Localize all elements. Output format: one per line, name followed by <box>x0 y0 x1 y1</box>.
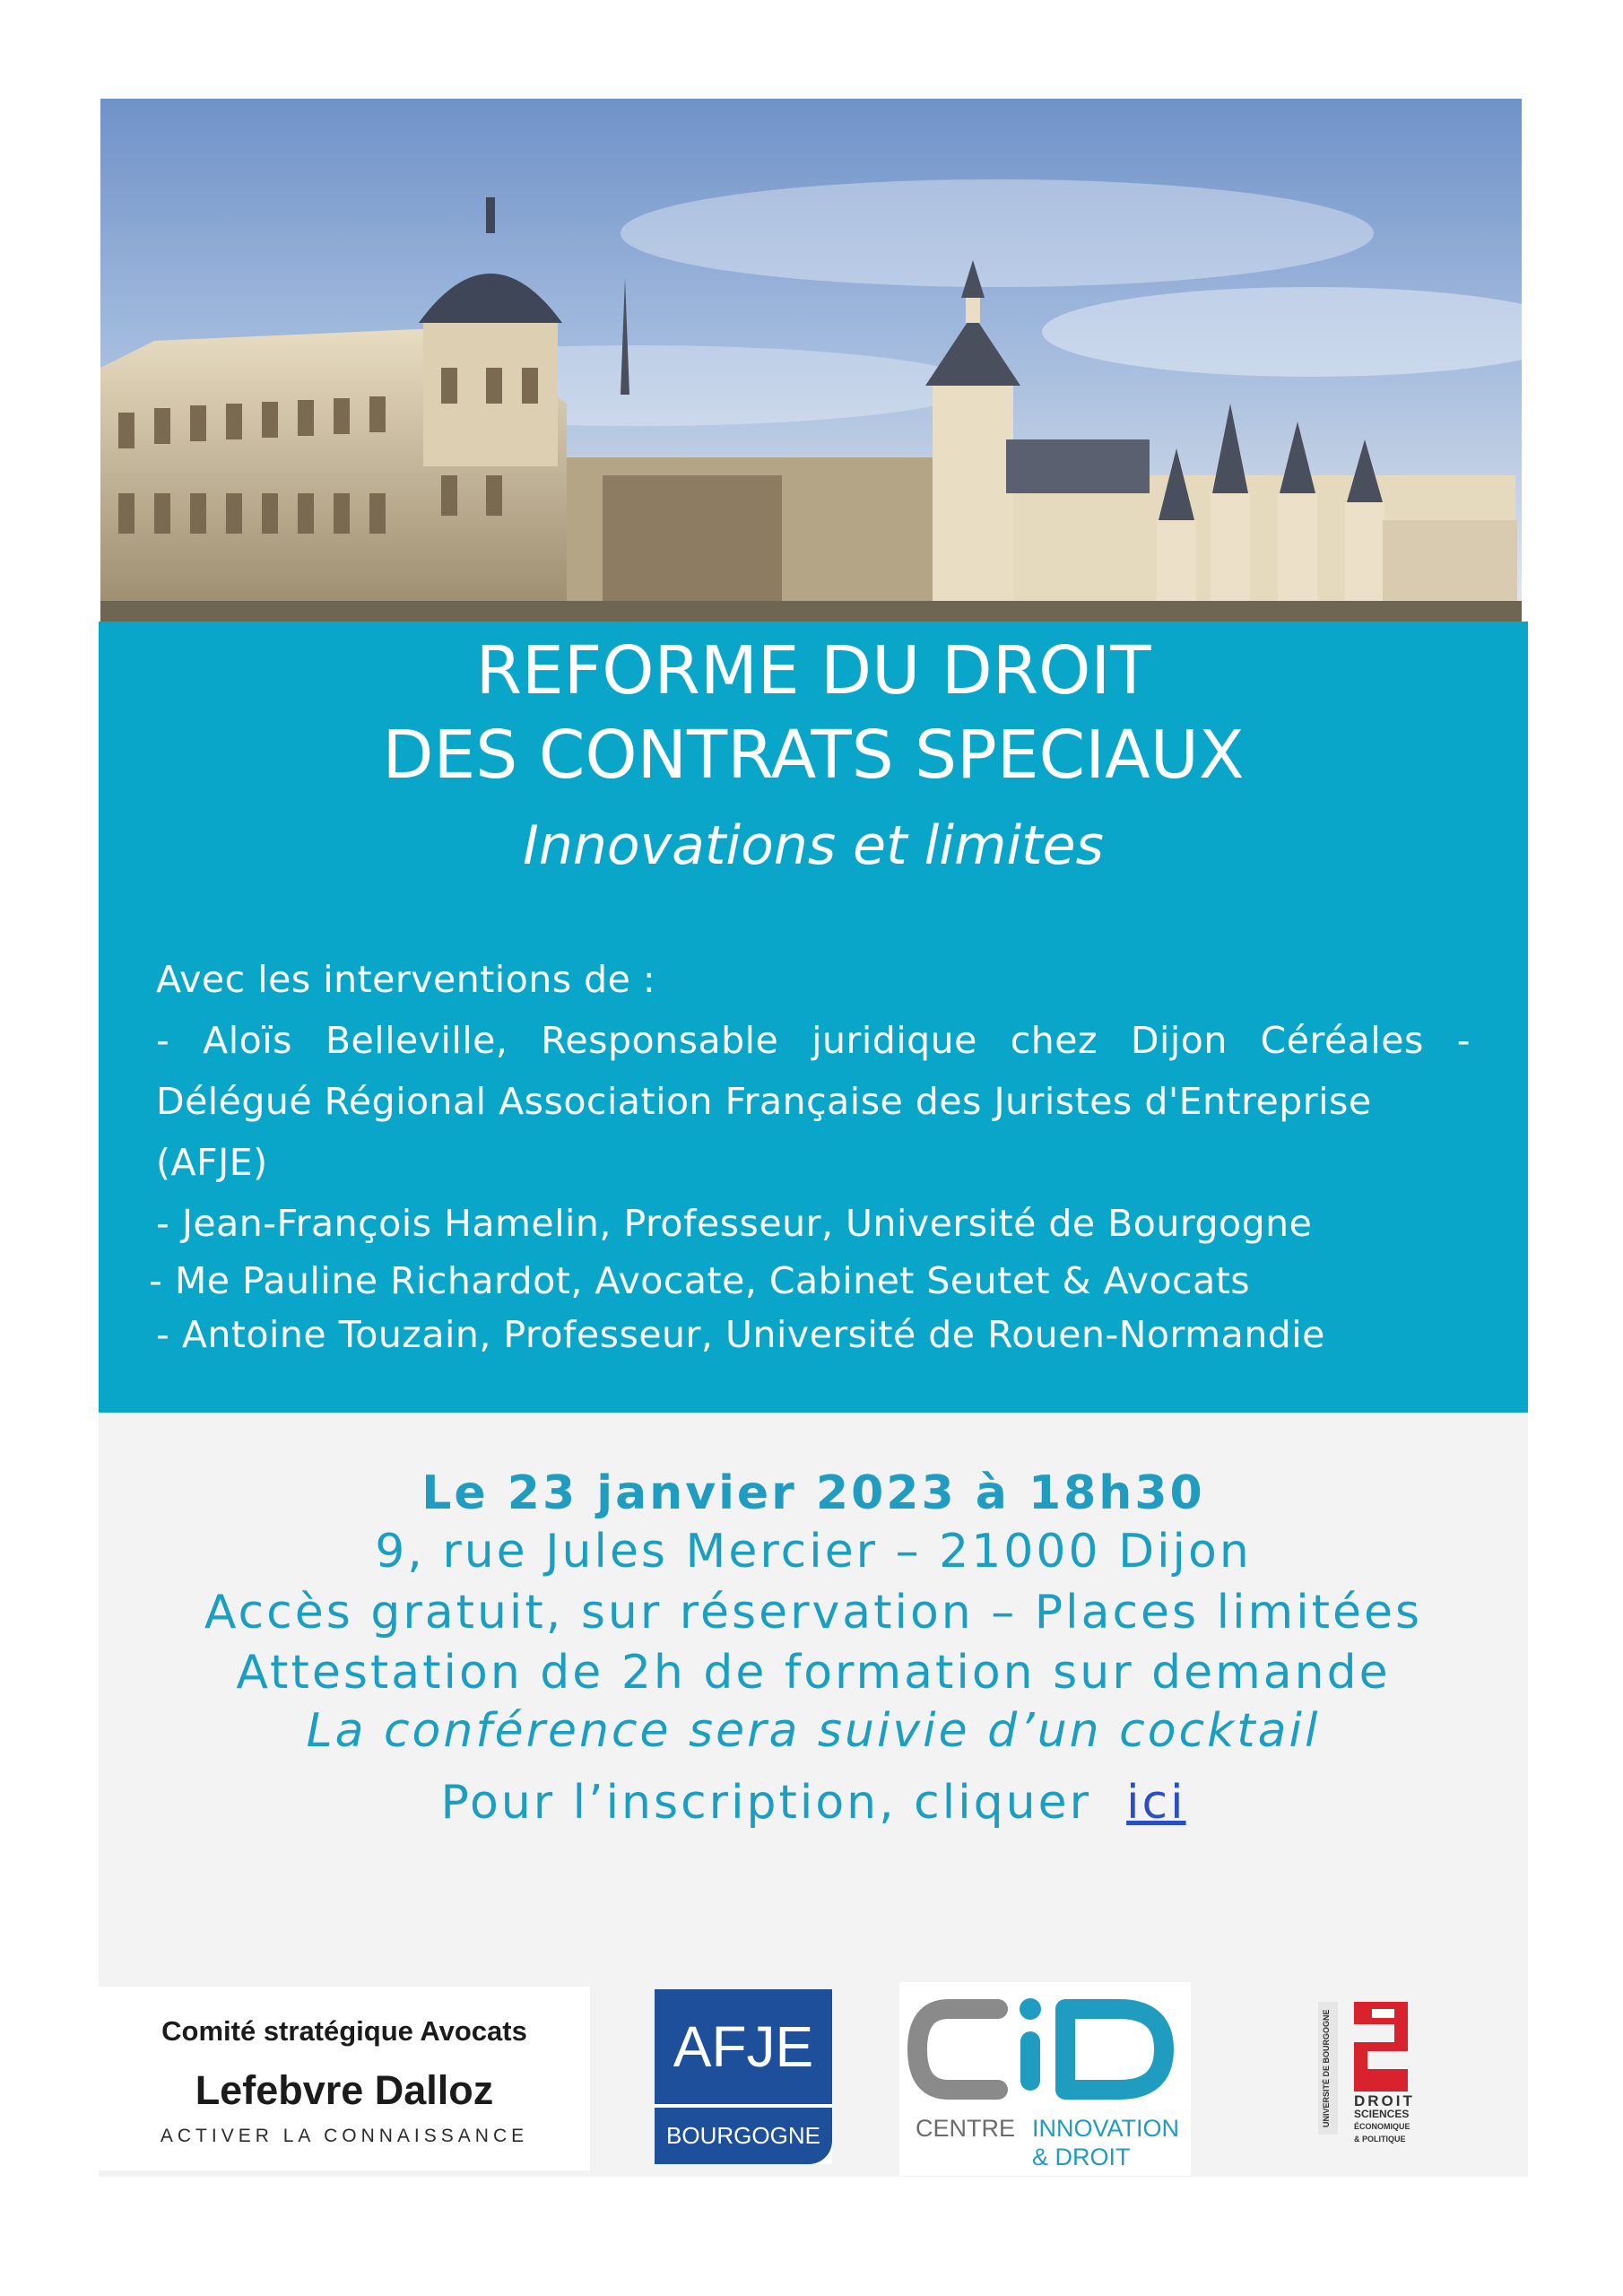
event-date: Le 23 janvier 2023 à 18h30 <box>421 1466 1205 1520</box>
ub-text-block <box>1354 2092 1415 2145</box>
afje-logo <box>655 1989 832 2164</box>
registration-text: Pour l’inscription, cliquer <box>440 1776 1092 1830</box>
subtitle: Innovations et limites <box>523 814 1104 877</box>
speaker-3: - Me Pauline Richardot, Avocate, Cabinet Seutet & Avocats <box>149 1259 1251 1302</box>
speaker-2: - Jean-François Hamelin, Professeur, Université de Bourgogne <box>156 1202 1313 1245</box>
cid-mark-icon <box>899 1982 1191 2117</box>
cid-word-centre: CENTRE <box>916 2115 1016 2142</box>
speaker-1-line-3: (AFJE) <box>156 1141 268 1184</box>
speakers-intro: Avec les interventions de : <box>156 958 656 1001</box>
ub-s-emblem-icon <box>1345 2002 1417 2092</box>
palais-illustration <box>100 99 1522 622</box>
speakers-list <box>149 949 1471 1361</box>
speaker-4: - Antoine Touzain, Professeur, Université de Rouen-Normandie <box>156 1313 1325 1356</box>
registration-line <box>99 1776 1528 1830</box>
speaker-1-line-2: Délégué Régional Association Française des Juristes d'Entreprise <box>156 1080 1372 1123</box>
cid-word-innovation: INNOVATION <box>1032 2115 1180 2142</box>
speaker-1-line-1: - Aloïs Belleville, Responsable juridique chez Dijon Céréales - <box>156 1019 1471 1062</box>
ub-university-name: UNIVERSITÉ DE BOURGOGNE <box>1322 2009 1331 2127</box>
header-photo <box>100 99 1522 622</box>
lefebvre-committee: Comité stratégique Avocats <box>161 2015 527 2047</box>
lefebvre-name: Lefebvre Dalloz <box>195 2067 494 2113</box>
afje-name: AFJE <box>655 1989 832 2104</box>
cid-word-droit: & DROIT <box>1032 2144 1131 2170</box>
event-cocktail: La conférence sera suivie d’un cocktail <box>306 1704 1321 1758</box>
title-line-2: DES CONTRATS SPECIAUX <box>382 717 1245 794</box>
ub-economique: ÉCONOMIQUE <box>1354 2122 1410 2131</box>
event-access: Accès gratuit, sur réservation – Places limitées <box>204 1586 1423 1639</box>
event-attestation: Attestation de 2h de formation sur demande <box>236 1646 1391 1700</box>
ub-droit-logo <box>1318 2002 1430 2150</box>
cid-logo <box>899 1982 1191 2176</box>
afje-region: BOURGOGNE <box>655 2108 832 2164</box>
event-address: 9, rue Jules Mercier – 21000 Dijon <box>375 1525 1252 1578</box>
ub-sciences: SCIENCES <box>1354 2108 1410 2120</box>
ub-droit: DROIT <box>1354 2092 1415 2109</box>
registration-link[interactable]: ici <box>1126 1776 1186 1830</box>
title-panel <box>99 622 1528 1413</box>
ub-politique: & POLITIQUE <box>1354 2135 1406 2144</box>
lefebvre-dalloz-logo <box>99 1987 590 2170</box>
title-line-1: REFORME DU DROIT <box>475 632 1151 709</box>
lefebvre-tagline: ACTIVER LA CONNAISSANCE <box>160 2126 529 2146</box>
